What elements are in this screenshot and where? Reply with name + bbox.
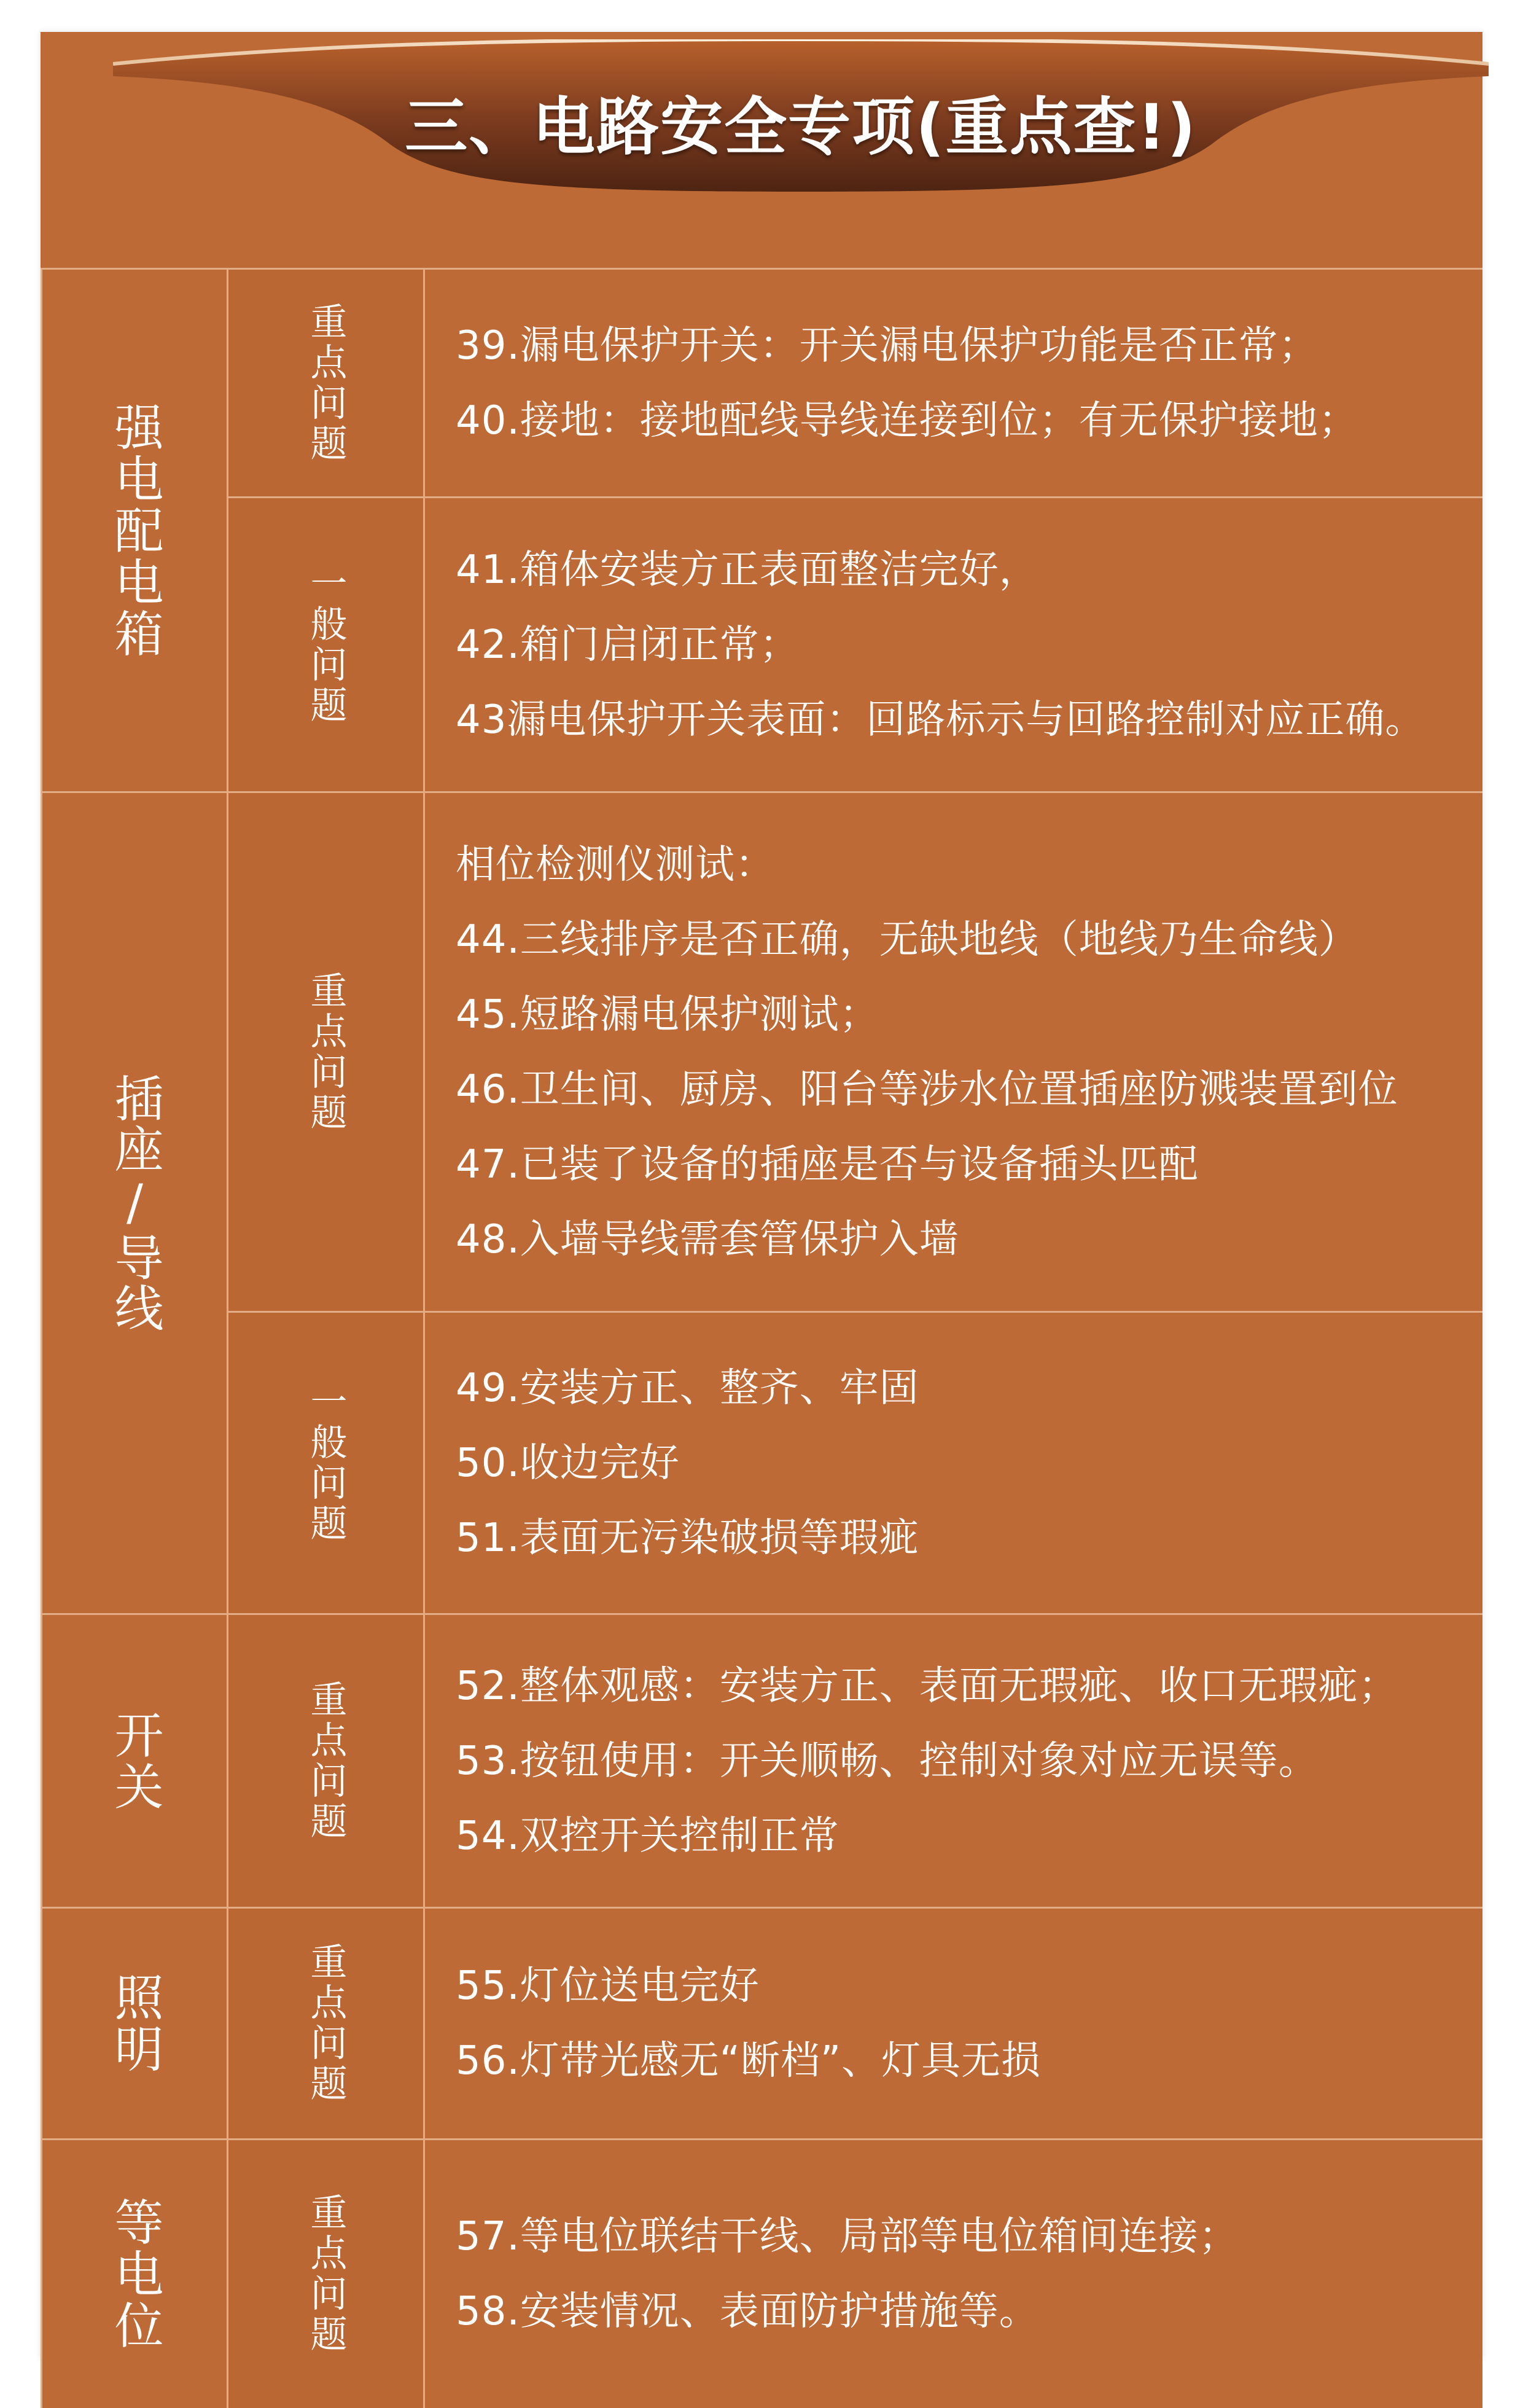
subcategory-cell (227, 791, 423, 1311)
subcategory-label-key-issues: 重点问题 (304, 1679, 348, 1842)
category-cell (41, 2138, 227, 2408)
check-item: 55.灯位送电完好 (456, 1963, 760, 2009)
items-cell (423, 791, 1482, 1311)
category-cell (41, 1613, 227, 1907)
check-item: 41.箱体安装方正表面整洁完好， (456, 547, 1039, 593)
check-item: 50.收边完好 (456, 1440, 680, 1486)
check-item: 56.灯带光感无“断档”、灯具无损 (456, 2038, 1042, 2084)
category-cell (41, 791, 227, 1613)
category-label-distribution-box: 强电配电箱 (106, 401, 163, 660)
checklist-table (41, 268, 1482, 2408)
subcategory-cell (227, 1907, 423, 2138)
check-item: 相位检测仪测试： (456, 842, 775, 888)
category-label-switches: 开关 (106, 1709, 163, 1813)
subcategory-label-key-issues: 重点问题 (304, 2193, 348, 2355)
category-label-lighting: 照明 (106, 1972, 163, 2075)
subcategory-cell (227, 496, 423, 791)
check-item: 40.接地：接地配线导线连接到位；有无保护接地； (456, 397, 1358, 444)
check-item: 49.安装方正、整齐、牢固 (456, 1365, 919, 1411)
items-cell (423, 268, 1482, 496)
subcategory-label-key-issues: 重点问题 (304, 302, 348, 464)
category-label-sockets-wires: 插座/导线 (106, 1073, 163, 1333)
check-item: 45.短路漏电保护测试； (456, 991, 879, 1038)
check-item: 48.入墙导线需套管保护入墙 (456, 1216, 959, 1262)
check-item: 44.三线排序是否正确，无缺地线（地线乃生命线） (456, 917, 1358, 963)
subcategory-label-key-issues: 重点问题 (304, 971, 348, 1133)
subcategory-cell (227, 1613, 423, 1907)
check-item: 54.双控开关控制正常 (456, 1813, 839, 1859)
check-item: 58.安装情况、表面防护措施等。 (456, 2289, 1039, 2334)
check-item: 52.整体观感：安装方正、表面无瑕疵、收口无瑕疵； (456, 1663, 1398, 1709)
items-cell (423, 1311, 1482, 1613)
items-cell (423, 1907, 1482, 2138)
category-cell (41, 1907, 227, 2138)
subcategory-label-key-issues: 重点问题 (304, 1942, 348, 2105)
check-item: 46.卫生间、厨房、阳台等涉水位置插座防溅装置到位 (456, 1066, 1398, 1112)
items-cell (423, 1613, 1482, 1907)
category-label-equipotential: 等电位 (106, 2197, 163, 2351)
subcategory-cell (227, 268, 423, 496)
check-item: 42.箱门启闭正常； (456, 622, 800, 668)
checklist-panel (41, 32, 1482, 2359)
items-cell (423, 496, 1482, 791)
category-cell (41, 268, 227, 791)
check-item: 43漏电保护开关表面：回路标示与回路控制对应正确。 (456, 697, 1425, 743)
title-banner (113, 39, 1489, 193)
check-item: 57.等电位联结干线、局部等电位箱间连接； (456, 2214, 1239, 2259)
subcategory-label-general-issues: 一般问题 (304, 563, 348, 726)
subcategory-cell (227, 1311, 423, 1613)
check-item: 47.已装了设备的插座是否与设备插头匹配 (456, 1141, 1199, 1187)
items-cell (423, 2138, 1482, 2408)
check-item: 39.漏电保护开关：开关漏电保护功能是否正常； (456, 322, 1319, 369)
check-item: 53.按钮使用：开关顺畅、控制对象对应无误等。 (456, 1738, 1319, 1784)
subcategory-cell (227, 2138, 423, 2408)
page-title: 三、电路安全专项(重点查!) (405, 91, 1197, 164)
check-item: 51.表面无污染破损等瑕疵 (456, 1515, 919, 1561)
subcategory-label-general-issues: 一般问题 (304, 1382, 348, 1544)
